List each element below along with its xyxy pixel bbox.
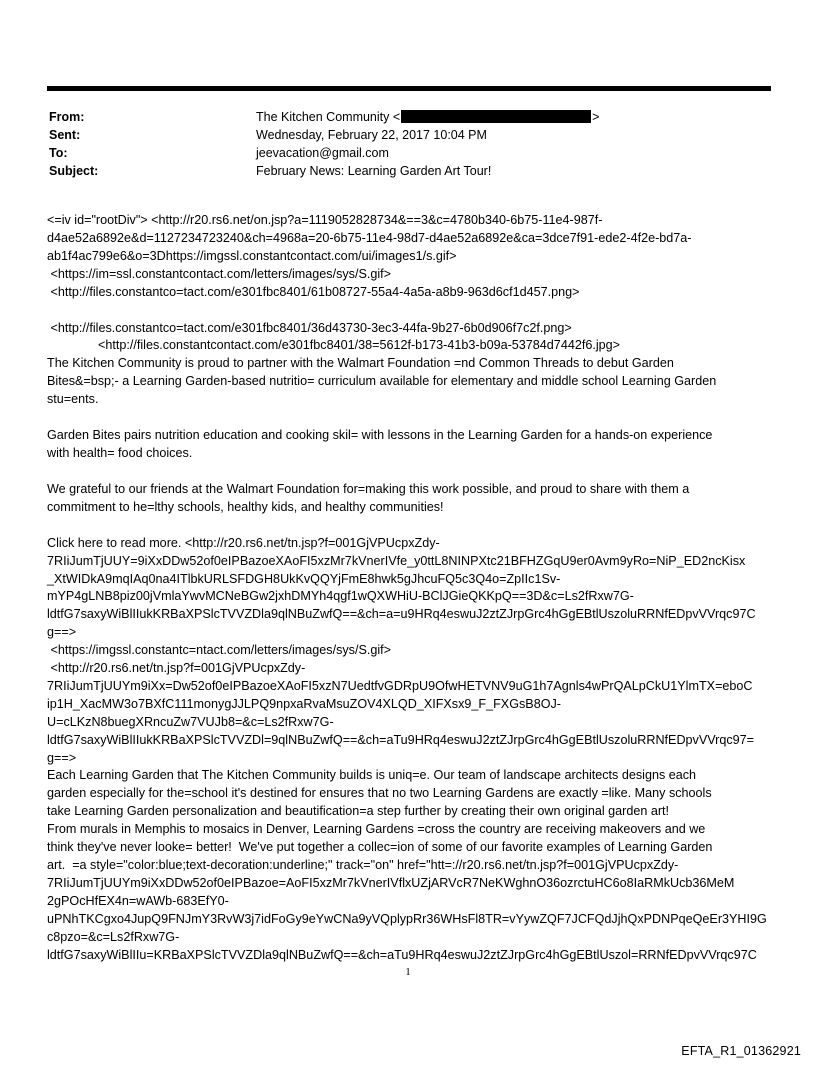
sent-value: Wednesday, February 22, 2017 10:04 PM <box>256 128 487 142</box>
body-line: Each Learning Garden that The Kitchen Community builds is uniq=e. Our team of landscape architects designs each <box>47 768 697 783</box>
body-line: with health= food choices. <box>47 445 193 460</box>
body-line: think they've never looke= better! We've put together a collec=ion of some of our favorite examples of Learning Garden <box>47 840 713 855</box>
body-line: 7RIiJumTjUUY=9iXxDDw52of0eIPBazoeXAoFI5xzMr7kVnerIVfe_y0ttL8NINPXtc21BFHZGqU9er0Avm9yRo=NiP_ED2ncKisx <box>47 553 746 568</box>
subject-value: February News: Learning Garden Art Tour! <box>256 164 492 178</box>
body-line: <http://r20.rs6.net/tn.jsp?f=001GjVPUcpxZdy- <box>47 661 306 676</box>
body-line: uPNhTKCgxo4JupQ9FNJmY3RvW3j7idFoGy9eYwCNa9yVQplypRr36WHsFl8TR=vYywZQF7JCFQdJjhQxPDNPqeQeEr3YHI9G <box>47 911 767 926</box>
body-blank-line <box>47 409 773 427</box>
body-line: Click here to read more. <http://r20.rs6.net/tn.jsp?f=001GjVPUcpxZdy- <box>47 535 440 550</box>
body-line: 7RIiJumTjUUYm9iXxDDw52of0eIPBazoe=AoFI5xzMr7kVnerIVflxUZjARVcR7NeKWghnO36ozrctuHC6o8IaRMkUcb36MeM <box>47 875 735 890</box>
body-line: The Kitchen Community is proud to partner with the Walmart Foundation =nd Common Threads to debut Garden <box>47 356 674 371</box>
body-blank-line <box>47 302 773 320</box>
page-number: 1 <box>405 966 411 978</box>
body-line: ldtfG7saxyWiBlIIukKRBaXPSlcTVVZDla9qlNBuZwfQ==&ch=a=u9HRq4eswuJ2ztZJrpGrc4hGgEBtlUszoluRRNfEDpvVVrqc97C <box>47 607 756 622</box>
header-row-to <box>49 144 769 162</box>
header-row-subject <box>49 162 769 180</box>
body-line: _XtWIDkA9mqIAq0na4ITlbkURLSFDGH8UkKvQQYjFmE8hwk5gJhcuFQ5c3Q4o=ZpIIc1Sv- <box>47 571 561 586</box>
body-line: U=cLKzN8buegXRncuZw7VUJb8=&c=Ls2fRxw7G- <box>47 714 334 729</box>
header-divider-rule <box>47 86 771 91</box>
body-line: ldtfG7saxyWiBlIIukKRBaXPSlcTVVZDl=9qlNBuZwfQ==&ch=aTu9HRq4eswuJ2ztZJrpGrc4hGgEBtlUszoluRRNfEDpvVVrqc97= <box>47 732 755 747</box>
body-line: art. =a style="color:blue;text-decoration:underline;" track="on" href="htt=://r20.rs6.net/tn.jsp?f=001GjVPUcpxZdy- <box>47 858 679 872</box>
body-line: g==> <box>47 625 77 640</box>
from-value <box>256 108 769 126</box>
body-line: mYP4gLNB8piz00jVmlaYwvMCNeBGw2jxhDMYh4qgf1wQXWHiU-BClJGieQKKpQ==3D&c=Ls2fRxw7G- <box>47 589 634 604</box>
header-row-from <box>49 108 769 126</box>
body-line: commitment to he=lthy schools, healthy kids, and healthy communities! <box>47 499 444 514</box>
body-line: ip1H_XacMW3o7BXfC111monygJJLPQ9npxaRvaMsuZOV4XLQD_XIFXsx9_F_FXGsB8OJ- <box>47 696 561 711</box>
body-line: garden especially for the=school it's destined for ensures that no two Learning Gardens are exactly =like. Many schools <box>47 786 712 801</box>
body-line: g==> <box>47 750 77 765</box>
sent-label: Sent: <box>49 128 81 142</box>
body-blank-line <box>47 517 773 535</box>
to-label: To: <box>49 146 68 160</box>
body-line: Bites&=bsp;- a Learning Garden-based nutritio= curriculum available for elementary and middle school Learning Garden <box>47 374 717 389</box>
body-line: stu=ents. <box>47 392 99 407</box>
from-value-suffix: > <box>592 110 600 124</box>
body-line: <http://files.constantco=tact.com/e301fbc8401/61b08727-55a4-4a5a-a8b9-963d6cf1d457.png> <box>47 284 580 299</box>
body-line: d4ae52a6892e&d=1127234723240&ch=4968a=20-6b75-11e4-98d7-d4ae52a6892e&ca=3dce7f91-ede2-4f2e-bd7a- <box>47 230 692 245</box>
body-line: 2gPOcHfEX4n=wAWb-683EfY0- <box>47 893 229 908</box>
body-line: <http://files.constantcontact.com/e301fbc8401/38=5612f-b173-41b3-b09a-53784d7442f6.jpg> <box>98 338 620 353</box>
from-value-prefix: The Kitchen Community < <box>256 110 401 124</box>
body-line: c8pzo=&c=Ls2fRxw7G- <box>47 929 180 944</box>
body-line: take Learning Garden personalization and beautification=a step further by creating their own original garden art! <box>47 804 670 819</box>
subject-label: Subject: <box>49 164 99 178</box>
body-blank-line <box>47 463 773 481</box>
body-line: 7RIiJumTjUUYm9iXx=Dw52of0eIPBazoeXAoFI5xzN7UedtfvGDRpU9OfwHETVNV9uG1h7Agnls4wPrQALpCkU1YlmTX=eboC <box>47 678 753 693</box>
body-line: ldtfG7saxyWiBlIIu=KRBaXPSlcTVVZDla9qlNBuZwfQ==&ch=aTu9HRq4eswuJ2ztZJrpGrc4hGgEBtlUszol=RRNfEDpvVVrqc97C <box>47 947 757 962</box>
email-body <box>47 212 773 964</box>
email-header <box>49 108 769 180</box>
body-line: From murals in Memphis to mosaics in Denver, Learning Gardens =cross the country are receiving makeovers and we <box>47 822 706 837</box>
body-line: Garden Bites pairs nutrition education and cooking skil= with lessons in the Learning Garden for a hands-on experience <box>47 428 713 443</box>
redaction-block <box>401 110 591 123</box>
body-line: <https://imgssl.constantc=ntact.com/letters/images/sys/S.gif> <box>47 643 392 658</box>
from-label: From: <box>49 110 85 124</box>
body-line: ab1f4ac799e6&o=3Dhttps://imgssl.constantcontact.com/ui/images1/s.gif> <box>47 248 457 263</box>
bates-number: EFTA_R1_01362921 <box>681 1044 801 1058</box>
to-value: jeevacation@gmail.com <box>256 146 389 160</box>
body-line: <http://files.constantco=tact.com/e301fbc8401/36d43730-3ec3-44fa-9b27-6b0d906f7c2f.png> <box>47 320 572 335</box>
header-row-sent <box>49 126 769 144</box>
body-line: <=iv id="rootDiv"> <http://r20.rs6.net/on.jsp?a=1119052828734&==3&c=4780b340-6b75-11e4-987f- <box>47 213 603 227</box>
body-line: <https://im=ssl.constantcontact.com/letters/images/sys/S.gif> <box>47 266 392 281</box>
body-line: We grateful to our friends at the Walmart Foundation for=making this work possible, and proud to share with them a <box>47 481 690 496</box>
